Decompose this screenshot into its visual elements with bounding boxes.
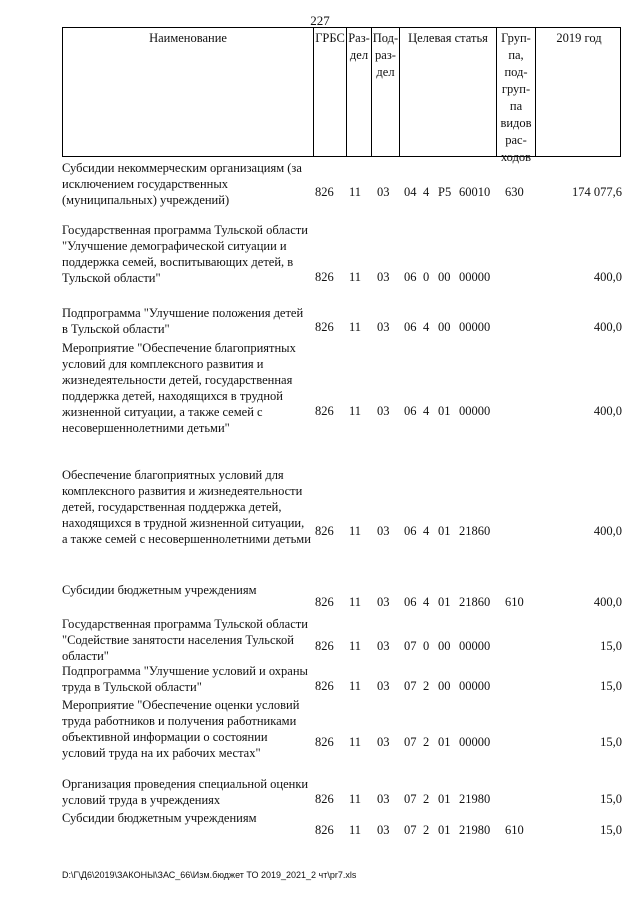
row-grbs: 826	[315, 823, 334, 837]
file-path-footer: D:\Г\Д6\2019\ЗАКОНЫ\ЗАС_66\Изм.бюджет ТО 2019_2021_2 чт\pr7.xls	[62, 870, 357, 880]
row-target-subprogram: 0	[423, 639, 430, 653]
row-target-program: 06	[404, 270, 417, 284]
table-header	[62, 27, 621, 164]
header-podrazdel: Под- раз- дел	[372, 28, 400, 156]
row-target-program: 04	[404, 185, 417, 199]
row-expense-group: 610	[505, 823, 524, 837]
row-grbs: 826	[315, 185, 334, 199]
row-podrazdel: 03	[377, 735, 390, 749]
row-name: Подпрограмма "Улучшение условий и охраны труда в Тульской области"	[62, 664, 308, 694]
row-razdel: 11	[349, 524, 362, 538]
header-name: Наименование	[63, 28, 314, 156]
row-name: Субсидии некоммерческим организациям (за исключением государственных (муниципальных) учреждений)	[62, 161, 302, 207]
row-podrazdel: 03	[377, 639, 390, 653]
row-sum-2019: 15,0	[600, 823, 622, 837]
row-target-program: 06	[404, 595, 417, 609]
row-podrazdel: 03	[377, 595, 390, 609]
row-name: Мероприятие "Обеспечение оценки условий труда работников и получения работниками объективной информации о состоянии условий труда на их рабочих местах"	[62, 698, 300, 760]
row-sum-2019: 15,0	[600, 735, 622, 749]
header-razdel: Раз- дел	[347, 28, 372, 156]
row-name: Организация проведения специальной оценки условий труда в учреждениях	[62, 777, 309, 807]
row-target-event: 01	[438, 404, 451, 418]
row-podrazdel: 03	[377, 185, 390, 199]
row-target-direction: 00000	[459, 735, 491, 749]
row-sum-2019: 15,0	[600, 792, 622, 806]
row-razdel: 11	[349, 639, 362, 653]
row-sum-2019: 400,0	[593, 524, 622, 538]
row-target-event: P5	[438, 185, 452, 199]
row-target-event: 00	[438, 679, 451, 693]
row-razdel: 11	[349, 735, 362, 749]
row-target-event: 00	[438, 639, 451, 653]
row-grbs: 826	[315, 735, 334, 749]
row-name: Субсидии бюджетным учреждениям	[62, 583, 257, 597]
row-razdel: 11	[349, 185, 362, 199]
row-grbs: 826	[315, 792, 334, 806]
row-target-subprogram: 2	[423, 735, 430, 749]
row-grbs: 826	[315, 524, 334, 538]
row-razdel: 11	[349, 270, 362, 284]
row-target-direction: 21860	[459, 595, 491, 609]
row-grbs: 826	[315, 595, 334, 609]
row-target-direction: 00000	[459, 270, 491, 284]
row-target-direction: 60010	[459, 185, 491, 199]
row-target-subprogram: 2	[423, 823, 430, 837]
row-podrazdel: 03	[377, 404, 390, 418]
row-target-event: 01	[438, 792, 451, 806]
row-expense-group: 610	[505, 595, 524, 609]
row-grbs: 826	[315, 639, 334, 653]
header-year: 2019 год	[556, 31, 602, 45]
row-target-program: 07	[404, 735, 417, 749]
row-target-subprogram: 4	[423, 185, 430, 199]
row-podrazdel: 03	[377, 792, 390, 806]
row-target-event: 00	[438, 270, 451, 284]
row-grbs: 826	[315, 679, 334, 693]
row-target-subprogram: 4	[423, 404, 430, 418]
row-target-program: 07	[404, 792, 417, 806]
row-razdel: 11	[349, 595, 362, 609]
header-target: Целевая статья	[400, 28, 497, 156]
row-sum-2019: 174 077,6	[572, 185, 622, 199]
row-target-subprogram: 4	[423, 595, 430, 609]
page-number: 227	[310, 13, 330, 28]
row-target-program: 06	[404, 320, 417, 334]
row-podrazdel: 03	[377, 524, 390, 538]
row-expense-group: 630	[505, 185, 524, 199]
row-grbs: 826	[315, 270, 334, 284]
row-podrazdel: 03	[377, 270, 390, 284]
row-name: Государственная программа Тульской области "Содействие занятости населения Тульской области"	[62, 617, 308, 663]
row-target-direction: 21860	[459, 524, 491, 538]
header-grbs: ГРБС	[314, 28, 347, 156]
row-razdel: 11	[349, 320, 362, 334]
row-razdel: 11	[349, 792, 362, 806]
row-podrazdel: 03	[377, 320, 390, 334]
row-target-event: 01	[438, 595, 451, 609]
row-target-event: 00	[438, 320, 451, 334]
row-target-subprogram: 4	[423, 524, 430, 538]
row-target-direction: 21980	[459, 792, 491, 806]
row-name: Подпрограмма "Улучшение положения детей в Тульской области"	[62, 306, 304, 336]
row-razdel: 11	[349, 404, 362, 418]
row-sum-2019: 400,0	[593, 404, 622, 418]
row-razdel: 11	[349, 823, 362, 837]
row-target-program: 06	[404, 404, 417, 418]
row-target-subprogram: 0	[423, 270, 430, 284]
row-sum-2019: 400,0	[593, 595, 622, 609]
row-razdel: 11	[349, 679, 362, 693]
row-target-event: 01	[438, 823, 451, 837]
row-target-program: 07	[404, 679, 417, 693]
row-target-program: 06	[404, 524, 417, 538]
row-podrazdel: 03	[377, 679, 390, 693]
row-target-direction: 21980	[459, 823, 491, 837]
row-target-event: 01	[438, 524, 451, 538]
row-target-event: 01	[438, 735, 451, 749]
row-target-direction: 00000	[459, 320, 491, 334]
header-group: Груп- па, под- груп- па видов рас- ходов	[497, 28, 536, 156]
row-sum-2019: 15,0	[600, 679, 622, 693]
row-sum-2019: 400,0	[593, 320, 622, 334]
row-target-subprogram: 2	[423, 679, 430, 693]
row-target-program: 07	[404, 639, 417, 653]
row-target-subprogram: 2	[423, 792, 430, 806]
row-target-direction: 00000	[459, 404, 491, 418]
row-name: Государственная программа Тульской области "Улучшение демографической ситуации и поддержка семей, воспитывающих детей, в Тульской области"	[62, 223, 308, 285]
row-sum-2019: 400,0	[593, 270, 622, 284]
row-grbs: 826	[315, 320, 334, 334]
row-podrazdel: 03	[377, 823, 390, 837]
row-name: Обеспечение благоприятных условий для комплексного развития и жизнедеятельности детей, государственная поддержка детей, находящихся в трудной жизненной ситуации, а также семей с несовершеннолетними детьми	[62, 468, 311, 546]
row-name: Субсидии бюджетным учреждениям	[62, 811, 257, 825]
row-target-direction: 00000	[459, 639, 491, 653]
row-target-direction: 00000	[459, 679, 491, 693]
row-target-program: 07	[404, 823, 417, 837]
row-sum-2019: 15,0	[600, 639, 622, 653]
row-name: Мероприятие "Обеспечение благоприятных условий для комплексного развития и жизнедеятельности детей, государственная поддержка детей, находящихся в трудной жизненной ситуации, а также семей с несовершеннолетними детьми"	[62, 341, 296, 435]
row-grbs: 826	[315, 404, 334, 418]
row-target-subprogram: 4	[423, 320, 430, 334]
